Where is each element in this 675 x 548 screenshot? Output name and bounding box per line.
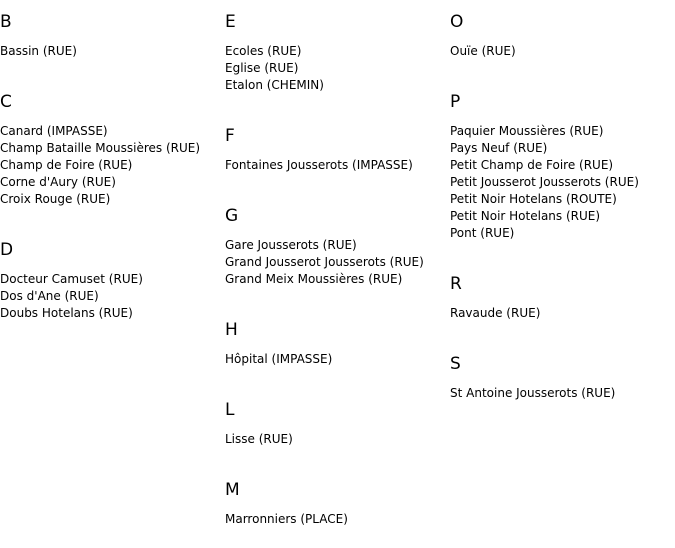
letter-section	[0, 0, 225, 60]
street-list-item	[450, 123, 675, 140]
street-link[interactable]: Petit Noir Hotelans (RUE)	[450, 209, 601, 223]
section-letter-heading: R	[450, 274, 462, 294]
section-letter-heading: S	[450, 354, 461, 374]
street-link[interactable]: Marronniers (PLACE)	[225, 512, 348, 526]
street-link[interactable]: Croix Rouge (RUE)	[0, 192, 111, 206]
street-list-item	[450, 191, 675, 208]
street-link[interactable]: Grand Meix Moussières (RUE)	[225, 272, 403, 286]
street-list-item	[450, 140, 675, 157]
street-list-item	[450, 174, 675, 191]
street-link[interactable]: Petit Noir Hotelans (ROUTE)	[450, 192, 617, 206]
street-link[interactable]: St Antoine Jousserots (RUE)	[450, 386, 616, 400]
street-list	[0, 123, 225, 208]
street-list-item	[0, 191, 225, 208]
street-list	[225, 351, 450, 368]
street-link[interactable]: Ravaude (RUE)	[450, 306, 541, 320]
street-list	[450, 385, 675, 402]
street-list-item	[450, 305, 675, 322]
street-list	[450, 43, 675, 60]
street-list-item	[225, 43, 450, 60]
street-link[interactable]: Gare Jousserots (RUE)	[225, 238, 357, 252]
street-link[interactable]: Grand Jousserot Jousserots (RUE)	[225, 255, 424, 269]
street-link[interactable]: Petit Champ de Foire (RUE)	[450, 158, 614, 172]
section-letter-heading: F	[225, 126, 235, 146]
street-link[interactable]: Etalon (CHEMIN)	[225, 78, 324, 92]
letter-section	[0, 80, 225, 208]
section-letter-heading: B	[0, 12, 12, 32]
letter-section	[450, 80, 675, 242]
street-list-item	[0, 140, 225, 157]
section-letter-heading: L	[225, 400, 235, 420]
street-list	[0, 43, 225, 60]
street-link[interactable]: Ouïe (RUE)	[450, 44, 516, 58]
section-letter-heading: M	[225, 480, 240, 500]
street-list-item	[450, 208, 675, 225]
street-link[interactable]: Paquier Moussières (RUE)	[450, 124, 604, 138]
street-list-item	[225, 351, 450, 368]
street-link[interactable]: Docteur Camuset (RUE)	[0, 272, 143, 286]
street-list-item	[450, 157, 675, 174]
street-link[interactable]: Champ de Foire (RUE)	[0, 158, 133, 172]
street-link[interactable]: Canard (IMPASSE)	[0, 124, 108, 138]
letter-section	[225, 114, 450, 174]
street-list	[0, 271, 225, 322]
street-link[interactable]: Champ Bataille Moussières (RUE)	[0, 141, 201, 155]
street-list-item	[225, 60, 450, 77]
street-list	[450, 305, 675, 322]
street-list-item	[450, 43, 675, 60]
street-link[interactable]: Pays Neuf (RUE)	[450, 141, 548, 155]
letter-section	[450, 342, 675, 402]
index-column	[450, 0, 675, 422]
section-letter-heading: D	[0, 240, 14, 260]
street-list	[225, 157, 450, 174]
letter-section	[225, 388, 450, 448]
street-list-item	[0, 174, 225, 191]
street-list-item	[225, 157, 450, 174]
letter-section	[0, 228, 225, 322]
letter-section	[225, 194, 450, 288]
street-list-item	[0, 271, 225, 288]
street-list-item	[450, 225, 675, 242]
street-list	[225, 237, 450, 288]
street-list-item	[225, 271, 450, 288]
section-letter-heading: H	[225, 320, 238, 340]
section-letter-heading: G	[225, 206, 239, 226]
street-link[interactable]: Pont (RUE)	[450, 226, 515, 240]
letter-section	[225, 0, 450, 94]
street-list-item	[225, 431, 450, 448]
index-column	[0, 0, 225, 342]
letter-section	[450, 262, 675, 322]
street-link[interactable]: Petit Jousserot Jousserots (RUE)	[450, 175, 639, 189]
section-letter-heading: O	[450, 12, 464, 32]
letter-section	[225, 468, 450, 528]
street-link[interactable]: Hôpital (IMPASSE)	[225, 352, 333, 366]
street-list	[225, 511, 450, 528]
street-list	[450, 123, 675, 242]
letter-section	[225, 308, 450, 368]
street-list-item	[450, 385, 675, 402]
street-list-item	[0, 123, 225, 140]
section-letter-heading: P	[450, 92, 461, 112]
street-list-item	[225, 237, 450, 254]
street-link[interactable]: Corne d'Aury (RUE)	[0, 175, 116, 189]
street-list	[225, 431, 450, 448]
street-list	[225, 43, 450, 94]
street-list-item	[0, 288, 225, 305]
street-link[interactable]: Ecoles (RUE)	[225, 44, 302, 58]
street-link[interactable]: Bassin (RUE)	[0, 44, 77, 58]
street-link[interactable]: Dos d'Ane (RUE)	[0, 289, 99, 303]
letter-section	[450, 0, 675, 60]
index-column	[225, 0, 450, 548]
street-list-item	[0, 43, 225, 60]
street-link[interactable]: Eglise (RUE)	[225, 61, 299, 75]
street-list-item	[0, 305, 225, 322]
street-list-item	[0, 157, 225, 174]
section-letter-heading: C	[0, 92, 12, 112]
street-link[interactable]: Lisse (RUE)	[225, 432, 293, 446]
street-link[interactable]: Doubs Hotelans (RUE)	[0, 306, 133, 320]
section-letter-heading: E	[225, 12, 236, 32]
street-list-item	[225, 511, 450, 528]
street-list-item	[225, 254, 450, 271]
street-link[interactable]: Fontaines Jousserots (IMPASSE)	[225, 158, 413, 172]
street-list-item	[225, 77, 450, 94]
